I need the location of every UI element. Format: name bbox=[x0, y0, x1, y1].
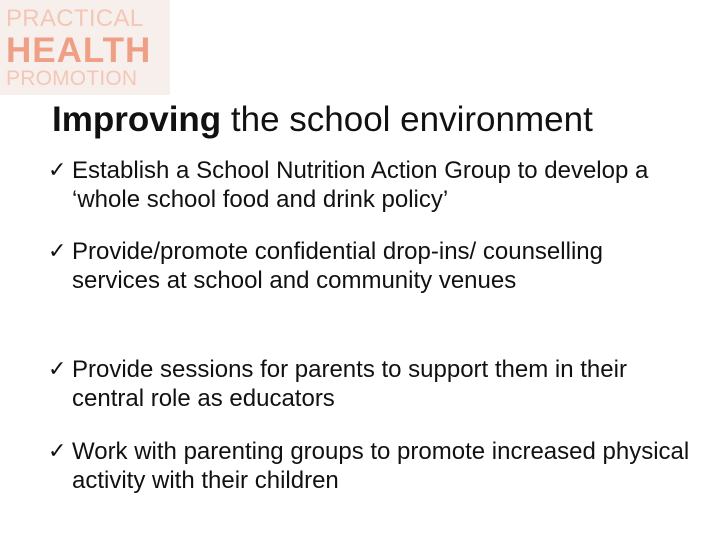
bullet-text: Work with parenting groups to promote increased physical activity with their children bbox=[72, 438, 690, 494]
bullet-text: Establish a School Nutrition Action Group to develop a ‘whole school food and drink policy’ bbox=[72, 157, 649, 213]
slide-title-bold: Improving bbox=[52, 100, 222, 139]
bullet-text: Provide/promote confidential drop-ins/ counselling services at school and community venues bbox=[72, 238, 603, 294]
logo-line-promotion: PROMOTION bbox=[6, 67, 138, 90]
check-icon: ✓ bbox=[48, 239, 67, 264]
check-icon: ✓ bbox=[48, 158, 67, 183]
slide-title bbox=[52, 100, 593, 140]
logo-line-practical: PRACTICAL bbox=[6, 5, 144, 32]
practical-health-promotion-logo bbox=[0, 0, 170, 95]
check-icon: ✓ bbox=[48, 357, 67, 382]
logo-line-health: HEALTH bbox=[6, 31, 152, 70]
check-icon: ✓ bbox=[48, 439, 67, 464]
bullet-text: Provide sessions for parents to support them in their central role as educators bbox=[72, 356, 627, 412]
slide-title-rest: the school environment bbox=[221, 100, 593, 139]
